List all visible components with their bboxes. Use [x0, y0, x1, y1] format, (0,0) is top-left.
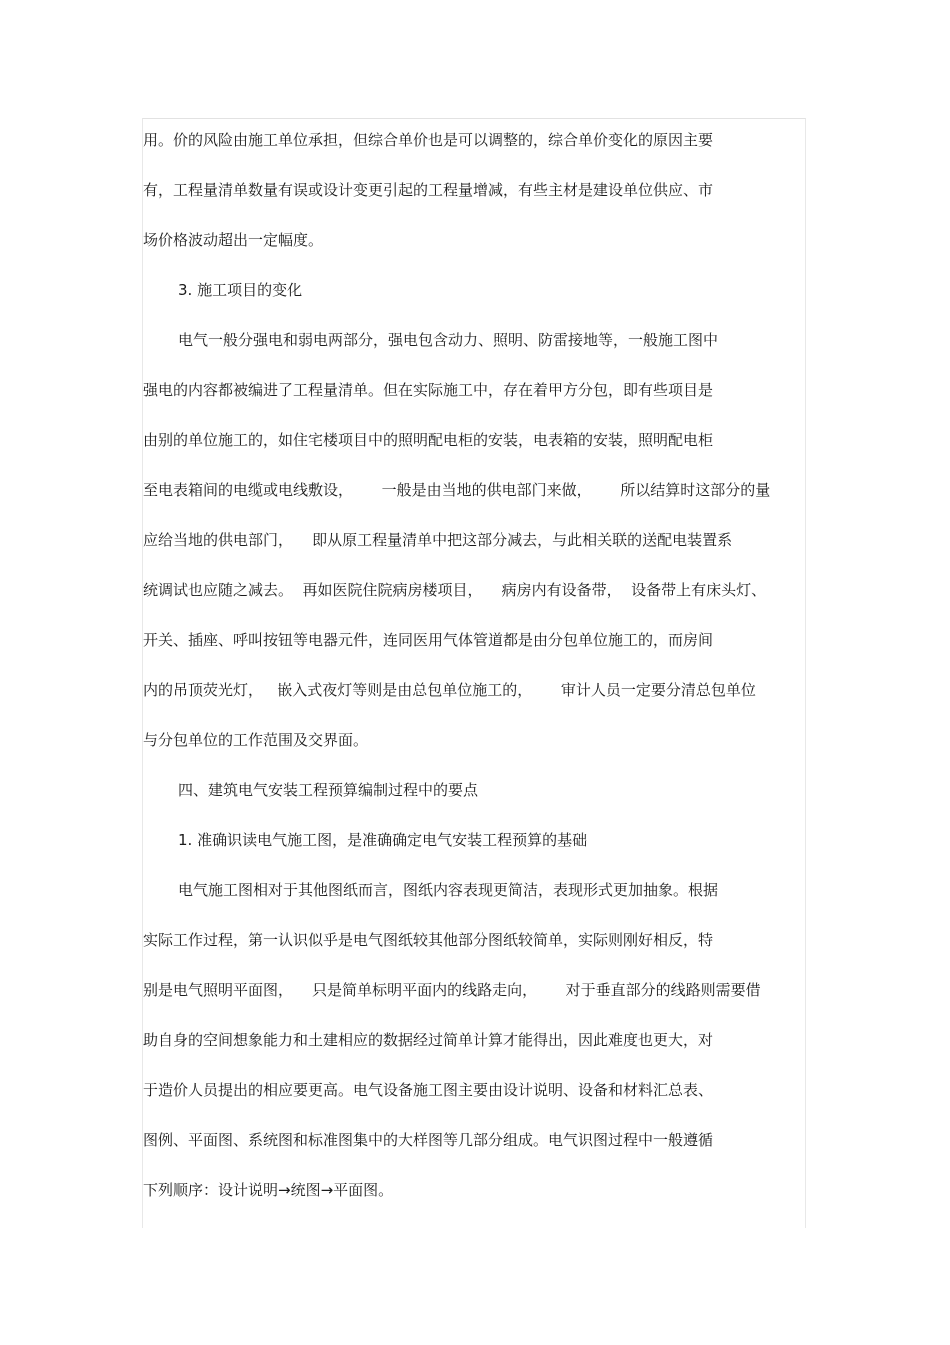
text-line: 应给当地的供电部门， 即从原工程量清单中把这部分减去，与此相关联的送配电装置系 [143, 531, 733, 549]
text-line: 电气施工图相对于其他图纸而言，图纸内容表现更简洁，表现形式更加抽象。根据 [178, 881, 719, 899]
subsection-heading: 1. 准确识读电气施工图，是准确确定电气安装工程预算的基础 [178, 831, 588, 849]
text-line: 至电表箱间的电缆或电线敷设， 一般是由当地的供电部门来做， 所以结算时这部分的量 [143, 481, 771, 499]
text-line: 助自身的空间想象能力和土建相应的数据经过简单计算才能得出，因此难度也更大，对 [143, 1031, 714, 1049]
text-line: 下列顺序：设计说明→统图→平面图。 [143, 1181, 394, 1199]
text-line: 内的吊顶荧光灯， 嵌入式夜灯等则是由总包单位施工的， 审计人员一定要分清总包单位 [143, 681, 756, 699]
text-line: 图例、平面图、系统图和标准图集中的大样图等几部分组成。电气识图过程中一般遵循 [143, 1131, 714, 1149]
section-heading: 四、建筑电气安装工程预算编制过程中的要点 [178, 781, 479, 799]
text-line: 由别的单位施工的，如住宅楼项目中的照明配电柜的安装，电表箱的安装，照明配电柜 [143, 431, 714, 449]
text-line: 强电的内容都被编进了工程量清单。但在实际施工中，存在着甲方分包，即有些项目是 [143, 381, 714, 399]
text-line: 用。价的风险由施工单位承担，但综合单价也是可以调整的，综合单价变化的原因主要 [143, 131, 714, 149]
text-line: 开关、插座、呼叫按钮等电器元件，连同医用气体管道都是由分包单位施工的，而房间 [143, 631, 714, 649]
text-line: 有，工程量清单数量有误或设计变更引起的工程量增减，有些主材是建设单位供应、市 [143, 181, 714, 199]
text-line: 电气一般分强电和弱电两部分，强电包含动力、照明、防雷接地等，一般施工图中 [178, 331, 719, 349]
text-line: 与分包单位的工作范围及交界面。 [143, 731, 369, 749]
text-line: 于造价人员提出的相应要更高。电气设备施工图主要由设计说明、设备和材料汇总表、 [143, 1081, 714, 1099]
text-line: 别是电气照明平面图， 只是简单标明平面内的线路走向， 对于垂直部分的线路则需要借 [143, 981, 761, 999]
section-heading: 3. 施工项目的变化 [178, 281, 303, 299]
text-line: 实际工作过程，第一认识似乎是电气图纸较其他部分图纸较简单，实际则刚好相反，特 [143, 931, 714, 949]
text-line: 统调试也应随之减去。 再如医院住院病房楼项目， 病房内有设备带， 设备带上有床头灯、 [143, 581, 767, 599]
text-line: 场价格波动超出一定幅度。 [143, 231, 324, 249]
